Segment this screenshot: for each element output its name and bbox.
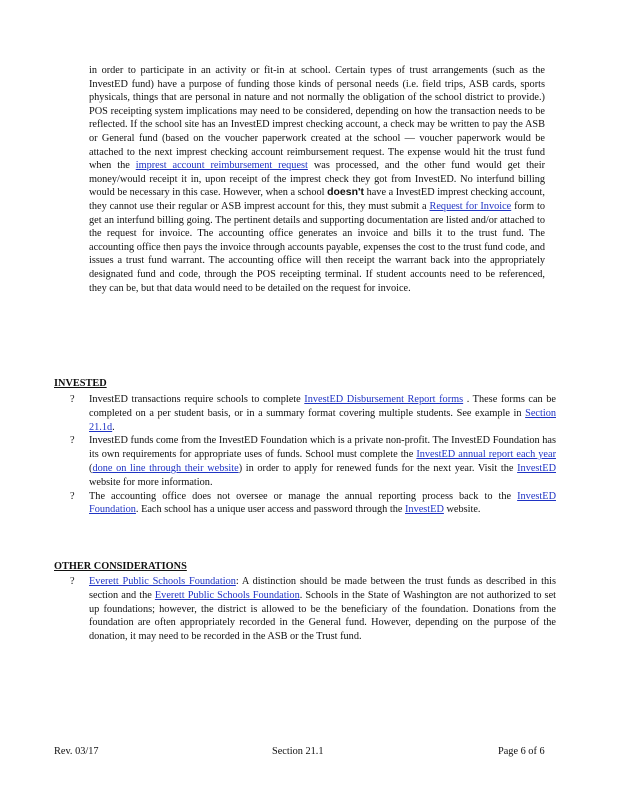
list-item	[70, 434, 556, 489]
bullet-glyph: ?	[70, 394, 75, 405]
bullet-glyph: ?	[70, 435, 75, 447]
intro-text-3: have a InvestED imprest checking account, they cannot use their regular or ASB imprest account for this, they must submit a	[89, 187, 545, 212]
item-text: website.	[446, 504, 481, 516]
online-website-link[interactable]: done on line through their website	[92, 462, 239, 474]
list-item	[70, 393, 556, 434]
invested-foundation-link[interactable]: InvestED Foundation	[89, 490, 556, 516]
item-text: .	[112, 421, 115, 433]
item-text: InvestED transactions require schools to complete	[89, 394, 301, 405]
item-text: (	[89, 462, 93, 474]
item-text: . Each school has a unique user access and password through the	[135, 504, 403, 516]
footer-section: Section 21.1	[272, 746, 324, 757]
item-text: . Schools in the State of Washington are not authorized to set up foundations; however, the district is allowed to be the beneficiary of the foundation. Donations from the foundation are often appropriately recorded in the General fund. However, depending on the purpose of the donation, it may need to be recorded in the ASB or the Trust fund.	[89, 589, 556, 643]
other-list	[70, 575, 556, 644]
list-item	[70, 575, 556, 644]
bullet-glyph: ?	[70, 490, 75, 502]
other-considerations-heading: OTHER CONSIDERATIONS	[54, 561, 187, 572]
invested-website-link[interactable]: InvestED	[517, 462, 557, 474]
bullet-glyph: ?	[70, 576, 75, 587]
intro-text-1: in order to participate in an activity or fit-in at school. Certain types of trust arrangements (such as the InvestED fund) have a purpose of funding those kinds of personal needs (i.e. field trips, ASB cards, sports physicals, things that are personal in nature and not normally the obligation of the school district to provide.) POS receipting system implications may need to be considered, depending on how the transaction needs to be reflected. If the school site has an InvestED imprest checking account, a check may be written to pay the ASB or General fund (based on the voucher paperwork created at the school — voucher paperwork would be attached to the next imprest checking account reimbursement request. The expense would hit the trust fund when the	[89, 65, 545, 172]
intro-paragraph	[89, 64, 545, 295]
list-item	[70, 490, 556, 518]
intro-text-4: form to get an interfund billing going. The pertinent details and supporting documentation are listed and/or attached to the request for invoice. The accounting office generates an invoice and bills it to the trust fund. The accounting office then pays the invoice through accounts payable, expenses the cost to the trust fund code, and issues a trust fund warrant. The accounting office will then receipt the warrant back into the appropriately designated fund and code, through the POS receipting terminal. If student accounts need to be referenced, they can be, but that data would need to be detailed on the request for invoice.	[89, 200, 545, 294]
footer-revision: Rev. 03/17	[54, 746, 99, 757]
item-text: ) in order to apply for renewed funds for the next year. Visit the	[238, 462, 514, 474]
item-text: : A distinction should be made between the trust funds as described in this section and the	[89, 576, 556, 601]
everett-foundation-link-2[interactable]: Everett Public Schools Foundation	[154, 589, 300, 601]
invested-link[interactable]: InvestED	[405, 504, 444, 516]
item-text: The accounting office does not oversee or manage the annual reporting process back to the	[89, 490, 512, 502]
annual-report-link[interactable]: InvestED annual report each year	[416, 449, 556, 461]
item-text: website for more information.	[89, 476, 213, 488]
intro-text-2: was processed, and the other fund would get their money/would receipt it in, upon receipt of the imprest check they got from InvestED. No interfund billing would be necessary in this case. However, when a school	[89, 160, 546, 199]
invested-list	[70, 393, 556, 517]
item-text: InvestED funds come from the InvestED Foundation which is a private non-profit. The InvestED Foundation has its own requirements for appropriate uses of funds. School must complete the	[89, 435, 556, 461]
item-text: . These forms can be completed on a per student basis, or in a summary format covering multiple students. See example in	[89, 394, 556, 419]
footer-page-number: Page 6 of 6	[498, 746, 545, 757]
invested-heading: INVESTED	[54, 378, 107, 389]
disbursement-report-link[interactable]: InvestED Disbursement Report forms	[304, 394, 464, 405]
section-21-1d-link[interactable]: Section 21.1d	[89, 407, 556, 433]
request-for-invoice-link[interactable]: Request for Invoice	[429, 200, 512, 212]
imprest-reimbursement-link[interactable]: imprest account reimbursement request	[135, 160, 308, 172]
doesnt-word: doesn't	[327, 186, 364, 199]
everett-foundation-link[interactable]: Everett Public Schools Foundation	[89, 576, 236, 587]
